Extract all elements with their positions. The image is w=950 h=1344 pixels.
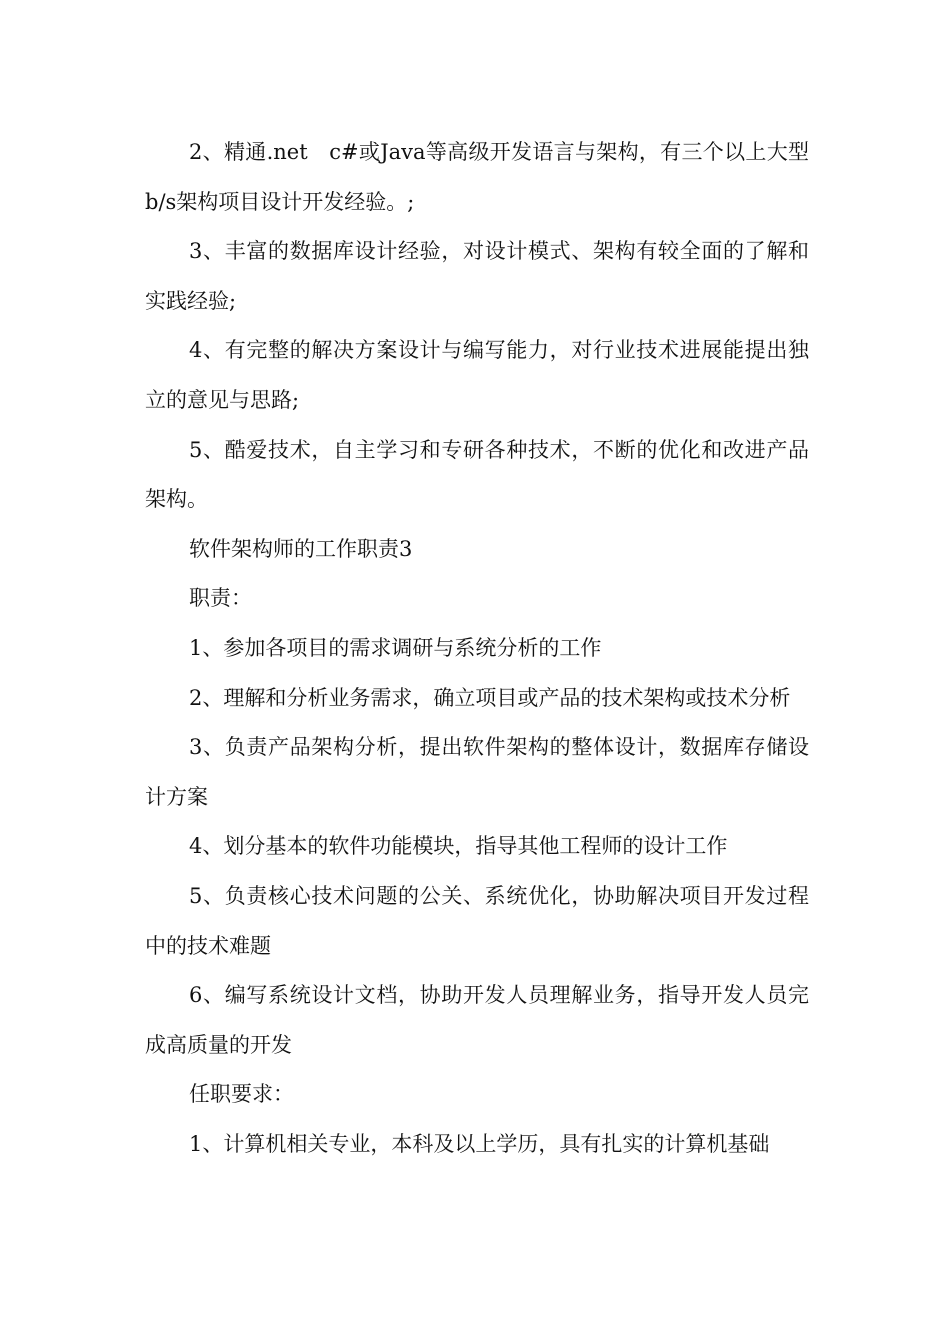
paragraph-requirement-2: 2、精通.net c#或Java等高级开发语言与架构，有三个以上大型b/s架构项目设计开发经验。;	[145, 140, 809, 214]
paragraph-duty-5: 5、负责核心技术问题的公关、系统优化，协助解决项目开发过程中的技术难题	[145, 883, 809, 958]
qualifications-label: 任职要求：	[189, 1082, 294, 1107]
paragraph-duty-6: 6、编写系统设计文档，协助开发人员理解业务，指导开发人员完成高质量的开发	[145, 983, 809, 1057]
duties-label: 职责：	[189, 586, 252, 611]
section-heading: 软件架构师的工作职责3	[189, 536, 413, 561]
paragraph-requirement-3: 3、丰富的数据库设计经验，对设计模式、架构有较全面的了解和实践经验;	[145, 239, 809, 313]
paragraph-requirement-5: 5、酷爱技术，自主学习和专研各种技术，不断的优化和改进产品架构。	[145, 437, 809, 512]
paragraph-duty-3: 3、负责产品架构分析，提出软件架构的整体设计，数据库存储设计方案	[145, 735, 809, 809]
paragraph-duty-2: 2、理解和分析业务需求，确立项目或产品的技术架构或技术分析	[189, 685, 791, 710]
paragraph-duty-4: 4、划分基本的软件功能模块，指导其他工程师的设计工作	[189, 834, 728, 859]
paragraph-duty-1: 1、参加各项目的需求调研与系统分析的工作	[189, 635, 602, 660]
paragraph-requirement-4: 4、有完整的解决方案设计与编写能力，对行业技术进展能提出独立的意见与思路;	[145, 338, 809, 412]
document-body	[145, 128, 809, 1169]
paragraph-qualification-1: 1、计算机相关专业，本科及以上学历，具有扎实的计算机基础	[189, 1131, 770, 1156]
